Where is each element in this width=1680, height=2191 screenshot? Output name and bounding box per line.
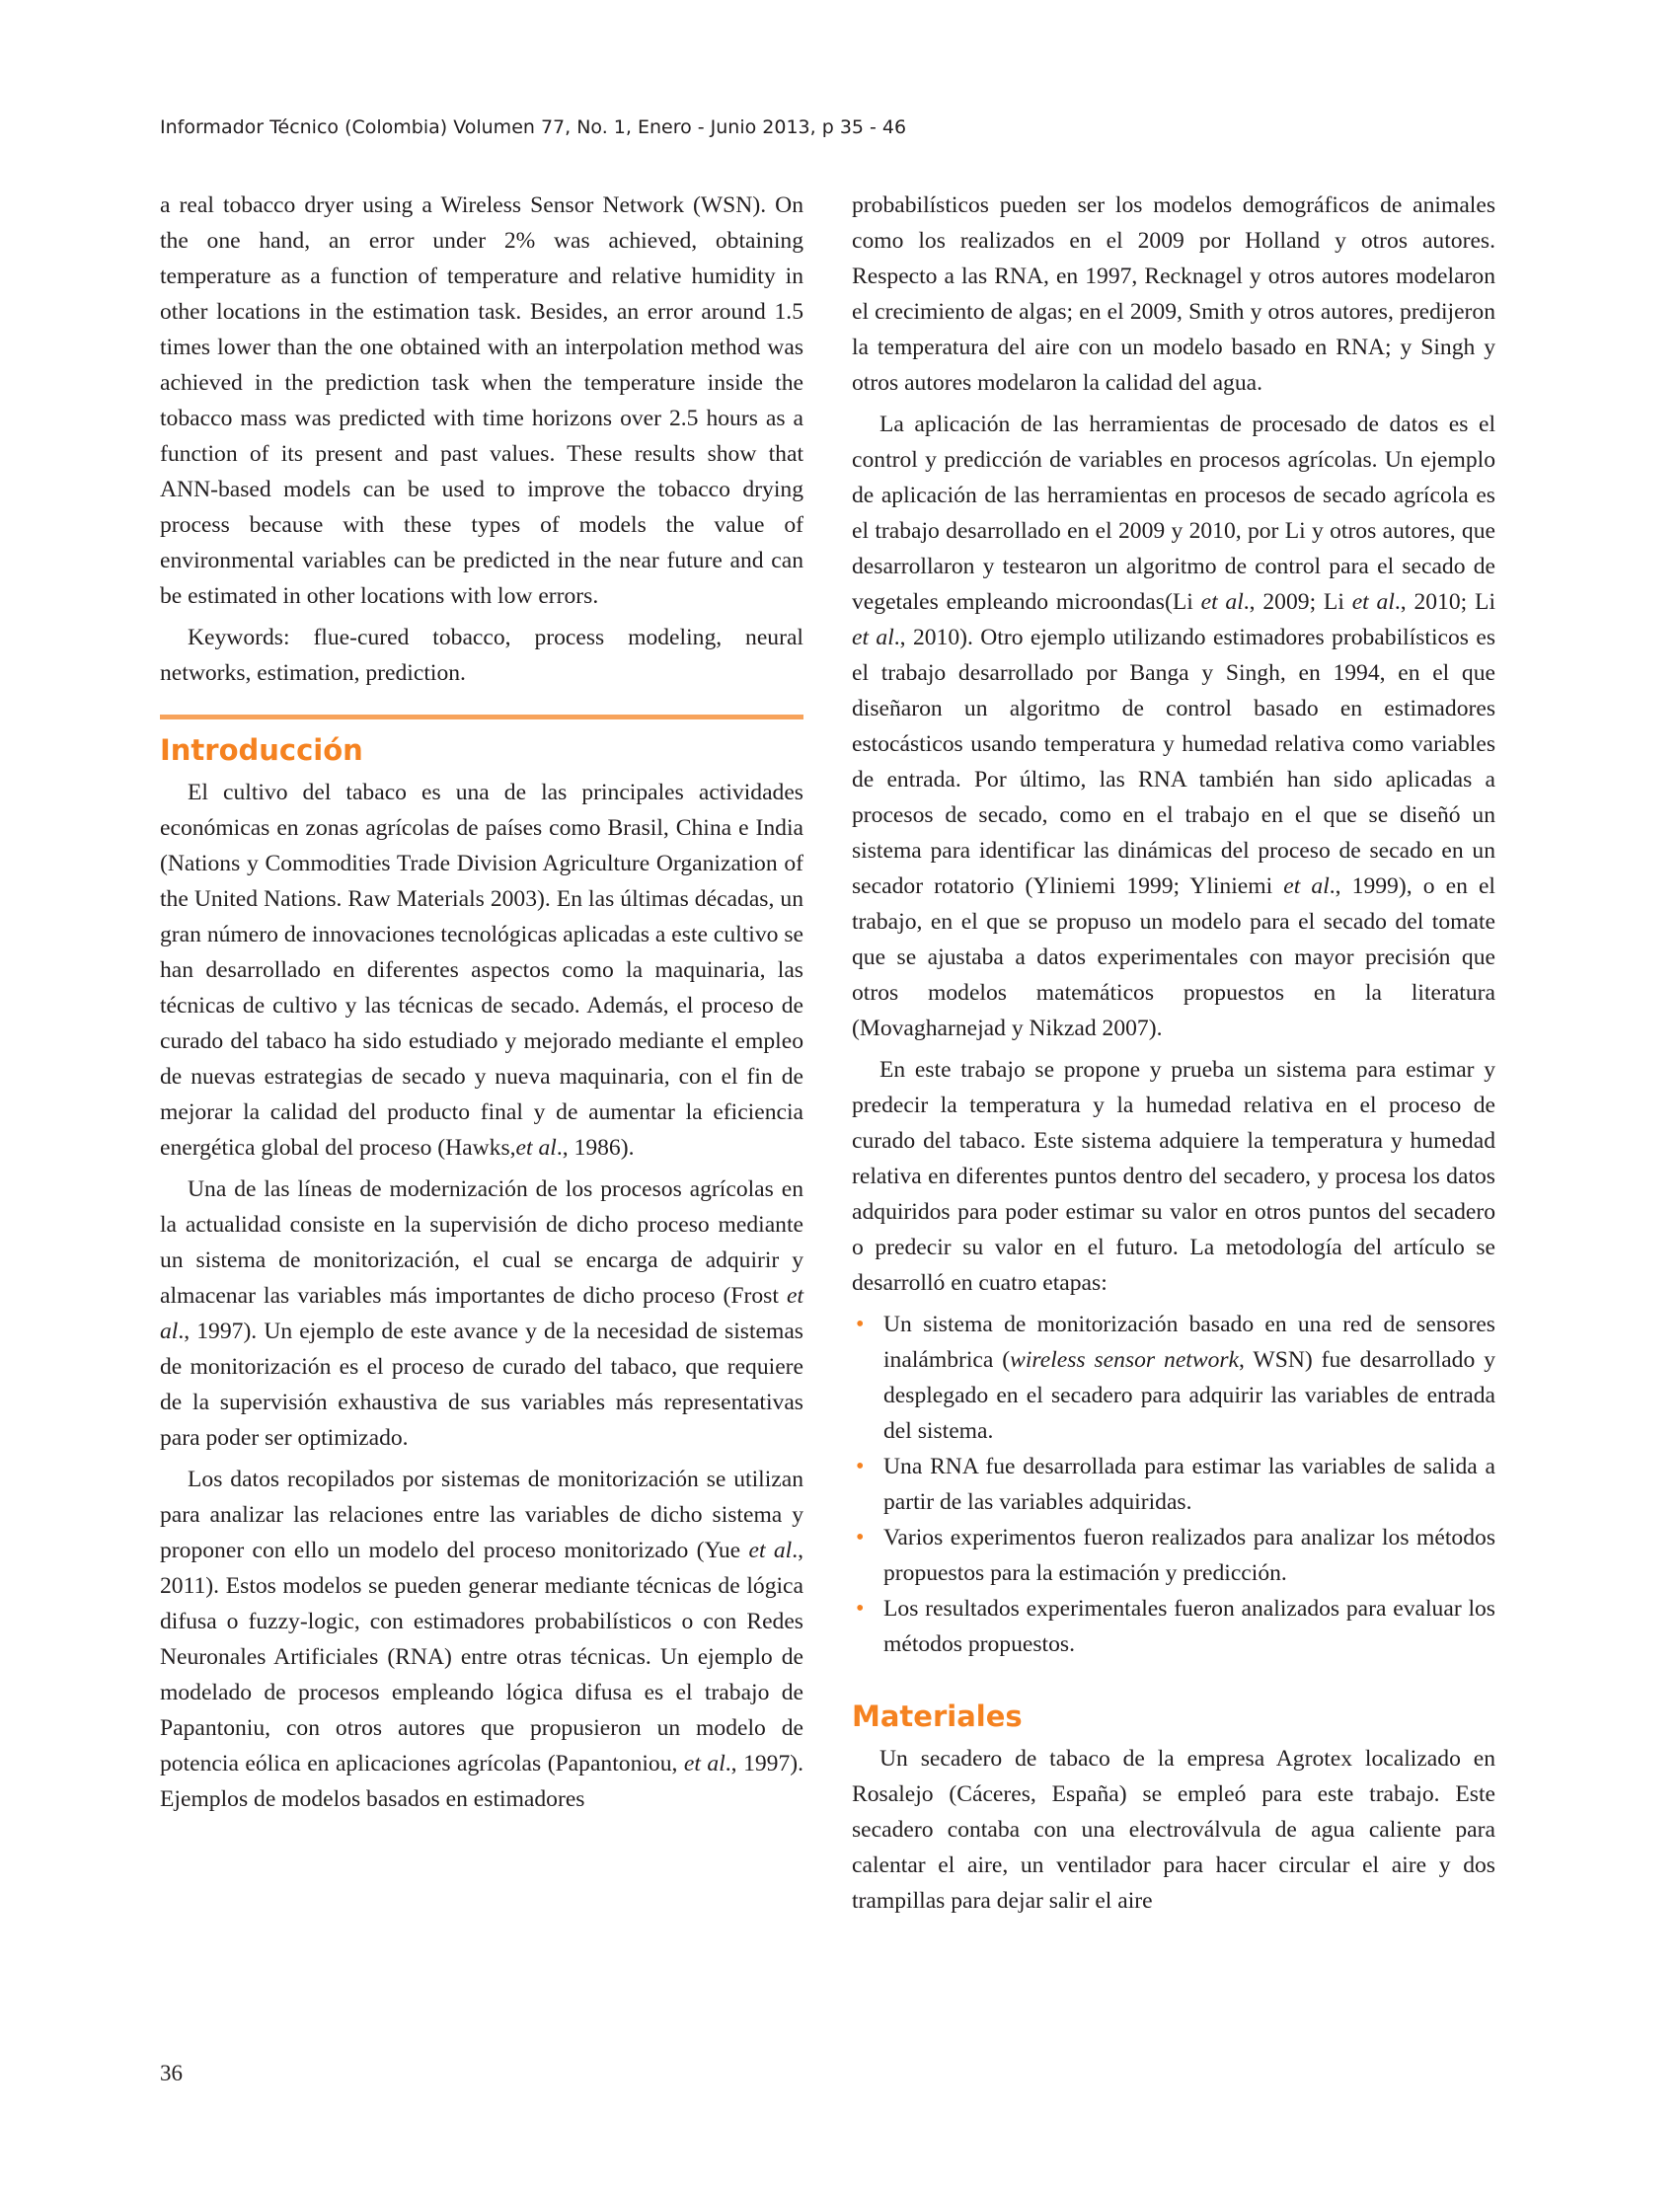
intro-paragraph-3	[160, 1462, 803, 1817]
list-item	[852, 1520, 1495, 1591]
p2-part-d: ., 2010). Otro ejemplo utilizando estimadores probabilísticos es el trabajo desarrollado por Banga y Singh, en 1994, en el que diseñaron un algoritmo de control basado en estimadores estocásticos usando temperatura y humedad relativa como variables de entrada. Por último, las RNA también han sido aplicadas a procesos de secado, como en el trabajo en el que se diseñó un sistema para identificar las dinámicas del proceso de secado en un secador rotatorio (Yliniemi 1999; Yliniemi	[852, 625, 1496, 899]
intro-paragraph-1	[160, 775, 803, 1166]
running-head: Informador Técnico (Colombia) Volumen 77, No. 1, Enero - Junio 2013, p 35 - 46	[160, 116, 907, 138]
intro-p2-text: Una de las líneas de modernización de los procesos agrícolas en la actualidad consiste en la supervisión de dicho proceso mediante un sistema de monitorización, el cual se encarga de adquirir y almacenar las variables más importantes de dicho proceso (Frost	[160, 1176, 803, 1309]
methodology-list	[852, 1307, 1495, 1662]
intro-p1-text: El cultivo del tabaco es una de las principales actividades económicas en zonas agrícolas de países como Brasil, China e India (Nations y Commodities Trade Division Agriculture Organization of the United Nations. Raw Materials 2003). En las últimas décadas, un gran número de innovaciones tecnológicas aplicadas a este cultivo se han desarrollado en diferentes aspectos como la maquinaria, las técnicas de cultivo y las técnicas de secado. Además, el proceso de curado del tabaco ha sido estudiado y mejorado mediante el empleo de nuevas estrategias de secado y nueva maquinaria, con el fin de mejorar la calidad del producto final y de aumentar la eficiencia energética global del proceso (Hawks,	[160, 780, 803, 1161]
intro-p3-etal-2: et al	[683, 1751, 725, 1776]
keywords-label: Keywords:	[188, 625, 290, 650]
abstract-end-paragraph: a real tobacco dryer using a Wireless Sensor Network (WSN). On the one hand, an error under 2% was achieved, obtaining temperature as a function of temperature and relative humidity in other locations in the estimation task. Besides, an error around 1.5 times lower than the one obtained with an interpolation method was achieved in the prediction task when the temperature inside the tobacco mass was predicted with time horizons over 2.5 hours as a function of its present and past values. These results show that ANN-based models can be used to improve the tobacco drying process because with these types of models the value of environmental variables can be predicted in the near future and can be estimated in other locations with low errors.	[160, 192, 803, 609]
bullet4-text: Los resultados experimentales fueron analizados para evaluar los métodos propuestos.	[883, 1596, 1495, 1657]
intro-p1-end: ., 1986).	[556, 1135, 635, 1161]
bullet1-text-b: , WSN) fue desarrollado y desplegado en el secadero para adquirir las variables de entrada del sistema.	[883, 1347, 1495, 1444]
materiales-paragraph-1: Un secadero de tabaco de la empresa Agrotex localizado en Rosalejo (Cáceres, España) se empleó para este trabajo. Este secadero contaba con una electroválvula de agua caliente para calentar el aire, un ventilador para hacer circular el aire y dos trampillas para dejar salir el aire	[852, 1746, 1495, 1914]
p2-part-c: ., 2010; Li	[1394, 589, 1496, 615]
keywords-paragraph	[160, 620, 803, 691]
intro-p1-etal: et al	[515, 1135, 557, 1161]
left-column	[160, 188, 803, 1817]
intro-p3-etal: et al	[748, 1538, 793, 1563]
bullet-icon: •	[856, 1312, 865, 1337]
right-column	[852, 188, 1495, 1919]
keywords-text: flue-cured tobacco, process modeling, neural networks, estimation, prediction.	[160, 625, 803, 686]
bullet3-text: Varios experimentos fueron realizados para analizar los métodos propuestos para la estimación y predicción.	[883, 1525, 1495, 1586]
p2-etal-4: et al	[1283, 873, 1330, 899]
p2-part-b: ., 2009; Li	[1243, 589, 1352, 615]
intro-p2-end: ., 1997). Un ejemplo de este avance y de la necesidad de sistemas de monitorización es el proceso de curado del tabaco, que requiere de la supervisión exhaustiva de sus variables más representativas para poder ser optimizado.	[160, 1319, 803, 1451]
list-item	[852, 1307, 1495, 1449]
intro-p3-text: Los datos recopilados por sistemas de monitorización se utilizan para analizar las relaciones entre las variables de dicho sistema y proponer con ello un modelo del proceso monitorizado (Yue	[160, 1467, 803, 1563]
p2-etal-3: et al	[852, 625, 894, 650]
bullet1-em: wireless sensor network	[1010, 1347, 1240, 1373]
p2-part-a: La aplicación de las herramientas de procesado de datos es el control y predicción de variables en procesos agrícolas. Un ejemplo de aplicación de las herramientas en procesos de secado agrícola es el trabajo desarrollado en el 2009 y 2010, por Li y otros autores, que desarrollaron y testearon un algoritmo de control para el secado de vegetales empleando microondas(Li	[852, 412, 1495, 615]
bullet1-text-a: Un sistema de monitorización basado en una red de sensores inalámbrica (	[883, 1312, 1495, 1373]
right-paragraph-1: probabilísticos pueden ser los modelos demográficos de animales como los realizados en el 2009 por Holland y otros autores. Respecto a las RNA, en 1997, Recknagel y otros autores modelaron el crecimiento de algas; en el 2009, Smith y otros autores, predijeron la temperatura del aire con un modelo basado en RNA; y Singh y otros autores modelaron la calidad del agua.	[852, 192, 1495, 396]
intro-p2-etal: et al	[160, 1283, 803, 1344]
section-divider	[160, 715, 803, 719]
bullet2-text: Una RNA fue desarrollada para estimar las variables de salida a partir de las variables adquiridas.	[883, 1454, 1495, 1515]
list-item	[852, 1449, 1495, 1520]
bullet-icon: •	[856, 1454, 865, 1479]
intro-p3-mid: ., 2011). Estos modelos se pueden generar mediante técnicas de lógica difusa o fuzzy-logic, con estimadores probabilísticos o con Redes Neuronales Artificiales (RNA) entre otras técnicas. Un ejemplo de modelado de procesos empleando lógica difusa es el trabajo de Papantoniu, con otros autores que propusieron un modelo de potencia eólica en aplicaciones agrícolas (Papantoniou,	[160, 1538, 803, 1776]
bullet-icon: •	[856, 1525, 865, 1550]
p2-etal-1: et al	[1200, 589, 1244, 615]
intro-paragraph-2	[160, 1171, 803, 1456]
right-paragraph-2	[852, 407, 1495, 1046]
page-number: 36	[160, 2061, 183, 2085]
p2-part-e: ., 1999), o en el trabajo, en el que se propuso un modelo para el secado del tomate que se ajustaba a datos experimentales con mayor precisión que otros modelos matemáticos propuestos en la literatura (Movagharnejad y Nikzad 2007).	[852, 873, 1495, 1041]
materiales-heading: Materiales	[852, 1700, 1023, 1733]
list-item	[852, 1591, 1495, 1662]
bullet-icon: •	[856, 1596, 865, 1622]
right-paragraph-3: En este trabajo se propone y prueba un sistema para estimar y predecir la temperatura y la humedad relativa en el proceso de curado del tabaco. Este sistema adquiere la temperatura y humedad relativa en diferentes puntos dentro del secadero, y procesa los datos adquiridos para poder estimar su valor en otros puntos del secadero o predecir su valor en el futuro. La metodología del artículo se desarrolló en cuatro etapas:	[852, 1057, 1495, 1296]
intro-p3-end: ., 1997). Ejemplos de modelos basados en estimadores	[160, 1751, 804, 1812]
intro-heading: Introducción	[160, 733, 363, 767]
p2-etal-2: et al	[1351, 589, 1395, 615]
